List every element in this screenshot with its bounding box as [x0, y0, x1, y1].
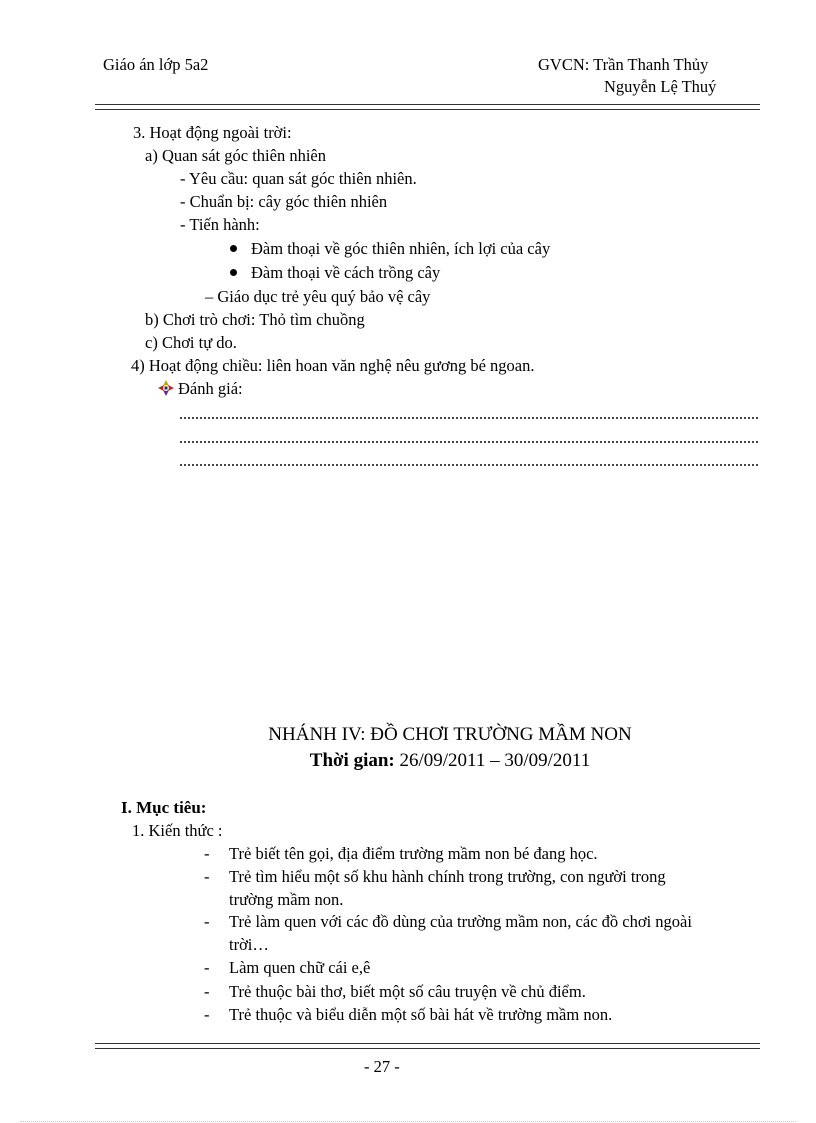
page-bottom-edge: [20, 1121, 796, 1122]
list-item: Trẻ thuộc và biểu diễn một số bài hát về trường mầm non.: [229, 1005, 613, 1024]
list-item-continuation: trời…: [229, 935, 269, 954]
section3-requirement: - Yêu cầu: quan sát góc thiên nhiên.: [180, 169, 417, 188]
bullet-icon: [230, 269, 237, 276]
bullet-item-2: Đàm thoại về cách trồng cây: [230, 263, 440, 283]
list-dash: -: [204, 867, 210, 886]
section4: 4) Hoạt động chiều: liên hoan văn nghệ nêu gương bé ngoan.: [131, 356, 535, 375]
branch-title: NHÁNH IV: ĐỒ CHƠI TRƯỜNG MẦM NON: [268, 724, 632, 745]
branch-time: Thời gian: 26/09/2011 – 30/09/2011: [309, 750, 591, 771]
list-item: Trẻ tìm hiểu một số khu hành chính trong trường, con người trong: [229, 867, 666, 886]
knowledge-heading: 1. Kiến thức :: [132, 821, 223, 840]
footer-rule: [95, 1043, 760, 1049]
list-item-continuation: trường mầm non.: [229, 890, 344, 909]
page-number: - 27 -: [364, 1057, 400, 1076]
header-teacher-1: GVCN: Trần Thanh Thủy: [538, 55, 709, 74]
list-item: Trẻ làm quen với các đồ dùng của trường mầm non, các đồ chơi ngoài: [229, 912, 692, 931]
list-item: Trẻ biết tên gọi, địa điểm trường mầm non bé đang học.: [229, 844, 598, 863]
evaluation-line-3: [180, 463, 758, 466]
header-rule: [95, 104, 760, 110]
list-dash: -: [204, 958, 210, 977]
section3-education: – Giáo dục trẻ yêu quý bảo vệ cây: [205, 287, 431, 306]
list-dash: -: [204, 1005, 210, 1024]
header-teacher-2: Nguyễn Lệ Thuý: [604, 77, 717, 96]
bullet-item-1: Đàm thoại về góc thiên nhiên, ích lợi của cây: [230, 239, 550, 259]
list-dash: -: [204, 912, 210, 931]
list-item: Làm quen chữ cái e,ê: [229, 958, 371, 977]
section3-procedure: - Tiến hành:: [180, 215, 260, 234]
section3-a: a) Quan sát góc thiên nhiên: [145, 146, 326, 165]
header-left: Giáo án lớp 5a2: [103, 55, 209, 74]
section3-preparation: - Chuẩn bị: cây góc thiên nhiên: [180, 192, 388, 211]
evaluation-line-1: [180, 416, 758, 419]
evaluation-label: Đánh giá:: [158, 379, 243, 399]
section3-heading: 3. Hoạt động ngoài trời:: [133, 123, 292, 142]
arrow-bullet-icon: [158, 380, 174, 396]
list-dash: -: [204, 982, 210, 1001]
section3-b: b) Chơi trò chơi: Thỏ tìm chuồng: [145, 310, 365, 329]
section3-c: c) Chơi tự do.: [145, 333, 237, 352]
objectives-heading: I. Mục tiêu:: [121, 798, 207, 817]
list-item: Trẻ thuộc bài thơ, biết một số câu truyện về chủ điểm.: [229, 982, 586, 1001]
list-dash: -: [204, 844, 210, 863]
bullet-icon: [230, 245, 237, 252]
evaluation-line-2: [180, 440, 758, 443]
